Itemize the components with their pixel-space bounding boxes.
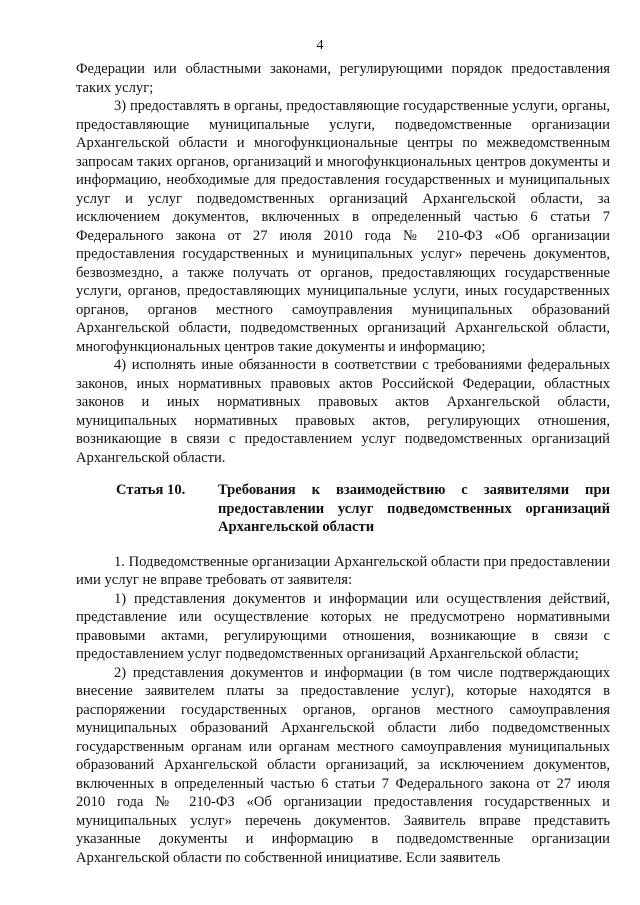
paragraph-subitem-2: 2) представления документов и информации (в том числе подтверждающих внесение заявителем платы за предоставление услуг), которые находятся в распоряжении государственных органов, органов местного самоуправления муниципальных образований Архангельской области либо подведомственных государственным органам или органам местного самоуправления муниципальных образований Архангельской области организаций, за исключением документов, включенных в определенный частью 6 статьи 7 Федерального закона от 27 июля 2010 года № 210-ФЗ «Об организации предоставления государственных и муниципальных услуг» перечень документов. Заявитель вправе представить указанные документы и информацию в подведомственные организации Архангельской области по собственной инициативе. Если заявитель bbox=[76, 664, 610, 866]
paragraph-subitem-1: 1) представления документов и информации или осуществления действий, представление или осуществление которых не предусмотрено нормативными правовыми актами, регулирующими отношения, возникающие в связи с предоставлением услуг подведомственных организаций Архангельской области; bbox=[76, 590, 610, 662]
paragraph-clause-1: 1. Подведомственные организации Архангельской области при предоставлении ими услуг не вправе требовать от заявителя: bbox=[76, 553, 610, 588]
paragraph-continuation: Федерации или областными законами, регулирующими порядок предоставления таких услуг; bbox=[76, 61, 610, 96]
document-body bbox=[76, 60, 610, 867]
paragraph-item-3: 3) предоставлять в органы, предоставляющие государственные услуги, органы, предоставляющие муниципальные услуги, подведомственные организации Архангельской области и многофункциональные центры по межведомственным запросам таких органов, организаций и многофункциональных центров документы и информацию, необходимые для предоставления государственных и муниципальных услуг и услуг подведомственных организаций Архангельской области, за исключением документов, включенных в определенный частью 6 статьи 7 Федерального закона от 27 июля 2010 года № 210-ФЗ «Об организации предоставления государственных и муниципальных услуг» перечень документов, безвозмездно, а также получать от органов, предоставляющих государственные услуги, органов, предоставляющих муниципальные услуги, иных государственных органов, органов местного самоуправления муниципальных образований Архангельской области, подведомственных организаций Архангельской области, многофункциональных центров такие документы и информацию; bbox=[76, 98, 610, 355]
paragraph-item-4: 4) исполнять иные обязанности в соответствии с требованиями федеральных законов, иных нормативных правовых актов Российской Федерации, областных законов и иных нормативных правовых актов Архангельской области, муниципальных нормативных правовых актов, регулирующих отношения, возникающие в связи с предоставлением услуг подведомственных организаций Архангельской области. bbox=[76, 357, 610, 466]
page-number: 4 bbox=[316, 38, 324, 53]
article-number: Статья 10. bbox=[116, 482, 186, 498]
article-title: Требования к взаимодействию с заявителями при предоставлении услуг подведомственных организаций Архангельской области bbox=[218, 482, 610, 535]
article-heading bbox=[76, 481, 610, 537]
